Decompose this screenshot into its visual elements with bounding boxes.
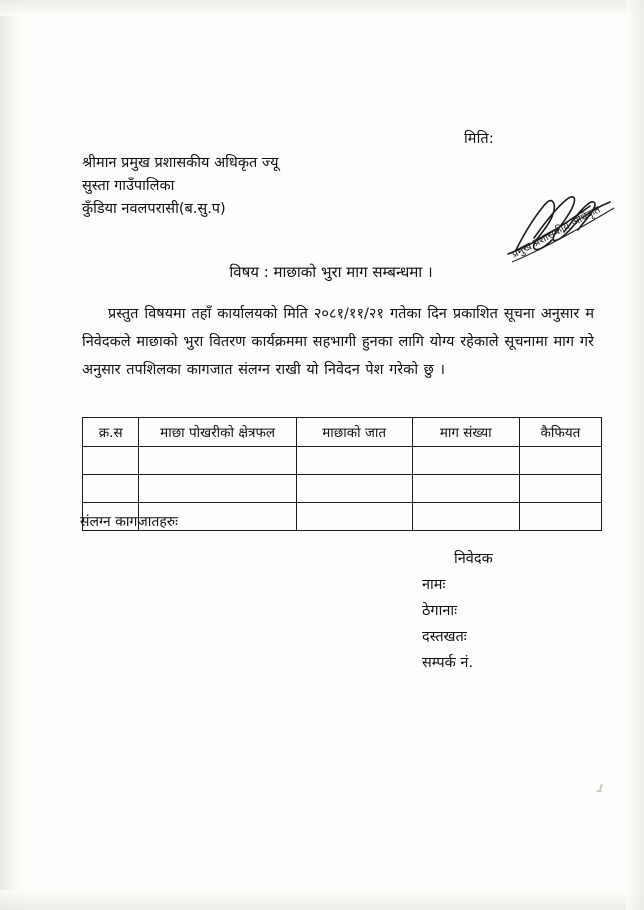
addressee-line-1: श्रीमान प्रमुख प्रशासकीय अधिकृत ज्यू (82, 155, 279, 171)
table-header-row (83, 418, 602, 447)
table-row (83, 475, 602, 503)
header-serial: क्र.स (83, 418, 139, 447)
cell-pond-area[interactable] (139, 475, 296, 503)
addressee-line-3: कुँडिया नवलपरासी(ब.सु.प) (82, 201, 226, 217)
field-address: ठेगानाः (422, 603, 458, 619)
stamp-text: प्रमुख प्रशासकीय अधिकृत (509, 203, 603, 261)
cell-demand-quantity[interactable] (412, 503, 519, 531)
header-demand-quantity: माग संख्या (412, 418, 519, 447)
subject-line (64, 262, 598, 282)
applicant-label: निवेदक (454, 551, 493, 567)
scan-speck (596, 790, 602, 792)
field-contact: सम्पर्क नं. (422, 655, 474, 671)
signature-stamp-area (464, 178, 644, 268)
header-remarks: कैफियत (519, 418, 601, 447)
attachments-label: संलग्न कागजातहरुः (80, 514, 178, 530)
cell-fish-type[interactable] (296, 475, 412, 503)
cell-serial[interactable] (83, 447, 139, 475)
header-pond-area: माछा पोखरीको क्षेत्रफल (139, 418, 296, 447)
addressee-line-2: सुस्ता गाउँपालिका (82, 178, 175, 194)
cell-pond-area[interactable] (139, 447, 296, 475)
applicant-fields (422, 572, 473, 676)
cell-remarks[interactable] (519, 503, 601, 531)
cell-demand-quantity[interactable] (412, 447, 519, 475)
body-paragraph: प्रस्तुत विषयमा तहाँ कार्यालयको मिति २०८१/११/२१ गतेका दिन प्रकाशित सूचना अनुसार म निवेदकले माछाको भुरा वितरण कार्यक्रममा सहभागी हुनका लागि योग्य रहेकाले सूचनामा माग गरे अनुसार तपशिलका कागजात संलग्न राखी यो निवेदन पेश गरेको छु । (82, 306, 594, 378)
cell-fish-type[interactable] (296, 447, 412, 475)
document-content (64, 0, 603, 910)
cell-remarks[interactable] (519, 475, 601, 503)
field-name: नामः (422, 577, 446, 593)
date-label: मिति: (464, 131, 494, 147)
table-head (83, 418, 602, 447)
field-signature: दस्तखतः (422, 629, 467, 645)
header-fish-type: माछाको जात (296, 418, 412, 447)
addressee-block (82, 152, 279, 221)
cell-remarks[interactable] (519, 447, 601, 475)
table-row (83, 447, 602, 475)
cell-fish-type[interactable] (296, 503, 412, 531)
cell-demand-quantity[interactable] (412, 475, 519, 503)
signature-icon (464, 178, 644, 270)
subject-text: विषय : माछाको भुरा माग सम्बन्धमा । (229, 263, 433, 281)
cell-serial[interactable] (83, 475, 139, 503)
